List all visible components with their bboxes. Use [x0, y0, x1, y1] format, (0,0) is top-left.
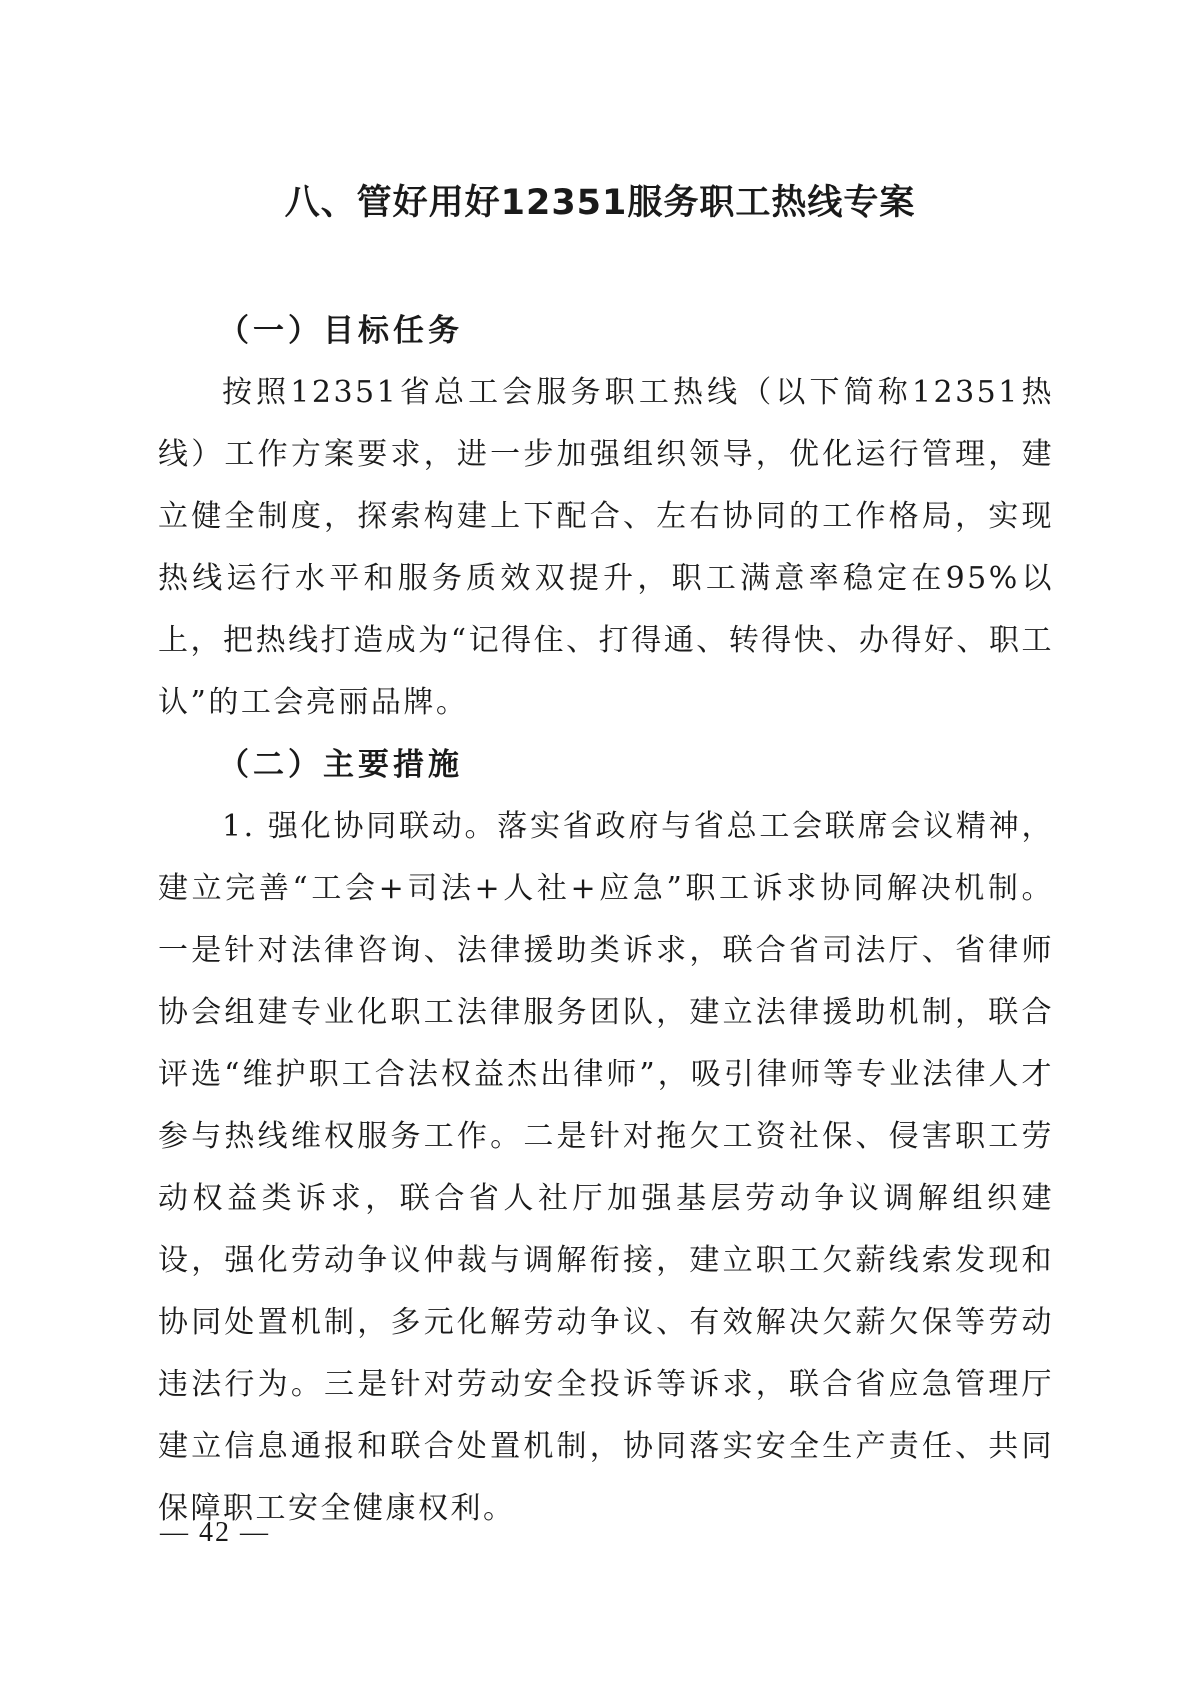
- section-heading: （一）目标任务: [218, 313, 463, 349]
- page-title: 八、管好用好12351服务职工热线专案: [284, 183, 916, 223]
- page-number: — 42 —: [160, 1517, 270, 1548]
- body-paragraph: 1. 强化协同联动。落实省政府与省总工会联席会议精神，建立完善“工会+司法+人社+应急”职工诉求协同解决机制。一是针对法律咨询、法律援助类诉求，联合省司法厅、省律师协会组建专业化职工法律服务团队，建立法律援助机制，联合评选“维护职工合法权益杰出律师”，吸引律师等专业法律人才参与热线维权服务工作。二是针对拖欠工资社保、侵害职工劳动权益类诉求，联合省人社厅加强基层劳动争议调解组织建设，强化劳动争议仲裁与调解衔接，建立职工欠薪线索发现和协同处置机制，多元化解劳动争议、有效解决欠薪欠保等劳动违法行为。三是针对劳动安全投诉等诉求，联合省应急管理厅建立信息通报和联合处置机制，协同落实安全生产责任、共同保障职工安全健康权利。: [158, 809, 1054, 1526]
- document-body: [158, 300, 1054, 1540]
- section-measures: [158, 734, 1054, 1540]
- section-goals: [158, 300, 1054, 734]
- body-paragraph: 按照12351省总工会服务职工热线（以下简称12351热线）工作方案要求，进一步加强组织领导，优化运行管理，建立健全制度，探索构建上下配合、左右协同的工作格局，实现热线运行水平和服务质效双提升，职工满意率稳定在95%以上，把热线打造成为“记得住、打得通、转得快、办得好、职工认”的工会亮丽品牌。: [158, 375, 1054, 720]
- section-heading: （二）主要措施: [218, 747, 463, 783]
